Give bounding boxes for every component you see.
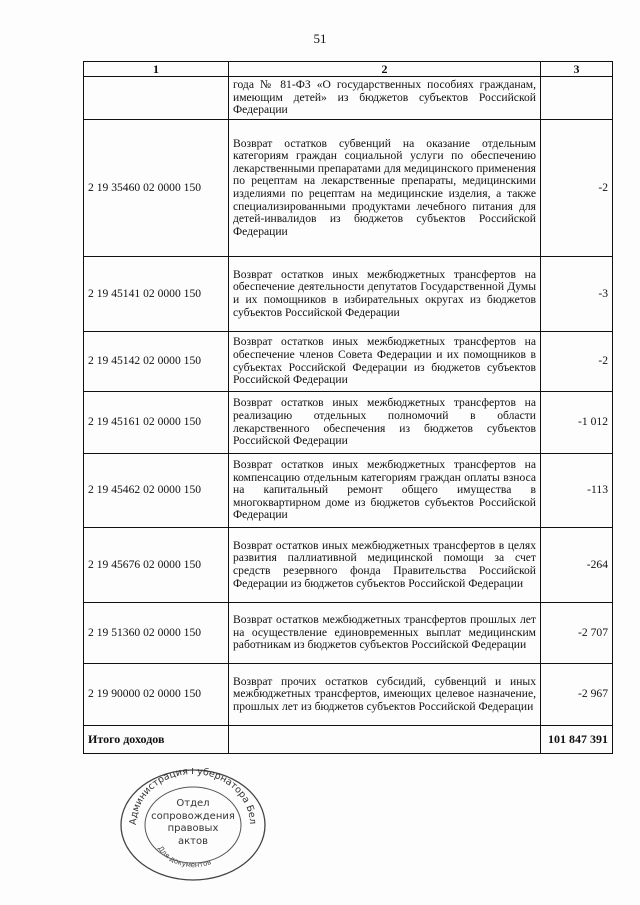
amount-cell: -1 012 <box>541 392 613 454</box>
page-number: 51 <box>313 31 327 46</box>
total-empty-cell <box>229 726 541 754</box>
table-row <box>84 528 613 603</box>
amount-cell: -264 <box>541 528 613 603</box>
amount-cell: -2 967 <box>541 664 613 726</box>
budget-code-cell: 2 19 45142 02 0000 150 <box>84 332 229 392</box>
budget-code-cell: 2 19 45161 02 0000 150 <box>84 392 229 454</box>
table-row <box>84 332 613 392</box>
column-header: 3 <box>541 62 613 77</box>
stamp-line: сопровождения <box>151 810 235 822</box>
budget-code-cell <box>84 77 229 120</box>
description-cell: Возврат прочих остатков субсидий, субвенций и иных межбюджетных трансфертов, имеющих целевое назначение, прошлых лет из бюджетов субъектов Российской Федерации <box>229 664 541 726</box>
table-header-row <box>84 62 613 77</box>
table-row <box>84 603 613 664</box>
column-header: 1 <box>84 62 229 77</box>
table-row <box>84 77 613 120</box>
official-stamp <box>118 768 268 883</box>
stamp-ring-text: Администрация Губернатора Бел <box>127 768 259 826</box>
total-row <box>84 726 613 754</box>
description-cell: Возврат остатков иных межбюджетных трансфертов на обеспечение деятельности депутатов Государственной Думы и их помощников в избирательных округах из бюджетов субъектов Российской Федерации <box>229 257 541 332</box>
budget-code-cell: 2 19 45141 02 0000 150 <box>84 257 229 332</box>
amount-cell <box>541 77 613 120</box>
description-cell: Возврат остатков иных межбюджетных трансфертов на обеспечение членов Совета Федерации и их помощников в субъектах Российской Федерации из бюджетов субъектов Российской Федерации <box>229 332 541 392</box>
column-header: 2 <box>229 62 541 77</box>
amount-cell: -2 <box>541 332 613 392</box>
table-row <box>84 454 613 528</box>
description-cell: Возврат остатков субвенций на оказание отдельным категориям граждан социальной услуги по обеспечению лекарственными препаратами для медицинского применения по рецептам на лекарственные препараты, медицинскими изделиями по рецептам на медицинские изделия, а также специализированными продуктами лечебного питания для детей-инвалидов из бюджетов субъектов Российской Федерации <box>229 120 541 257</box>
description-cell: Возврат остатков иных межбюджетных трансфертов на реализацию отдельных полномочий в области лекарственного обеспечения из бюджетов субъектов Российской Федерации <box>229 392 541 454</box>
table-row <box>84 257 613 332</box>
table-row <box>84 392 613 454</box>
description-cell: Возврат остатков межбюджетных трансфертов прошлых лет на осуществление единовременных выплат медицинским работникам из бюджетов субъектов Российской Федерации <box>229 603 541 664</box>
stamp-line: Отдел <box>176 798 210 809</box>
amount-cell: -2 <box>541 120 613 257</box>
amount-cell: -3 <box>541 257 613 332</box>
budget-code-cell: 2 19 51360 02 0000 150 <box>84 603 229 664</box>
budget-code-cell: 2 19 45462 02 0000 150 <box>84 454 229 528</box>
table-row <box>84 120 613 257</box>
amount-cell: -2 707 <box>541 603 613 664</box>
description-cell: Возврат остатков иных межбюджетных трансфертов на компенсацию отдельным категориям граждан оплаты взноса на капитальный ремонт общего имущества в многоквартирном доме из бюджетов субъектов Российской Федерации <box>229 454 541 528</box>
budget-code-cell: 2 19 35460 02 0000 150 <box>84 120 229 257</box>
total-amount: 101 847 391 <box>541 726 613 754</box>
budget-revenue-table <box>83 61 613 754</box>
stamp-line: актов <box>177 835 208 847</box>
amount-cell: -113 <box>541 454 613 528</box>
table-row <box>84 664 613 726</box>
description-cell: Возврат остатков иных межбюджетных трансфертов в целях развития паллиативной медицинской помощи за счет средств резервного фонда Правительства Российской Федерации из бюджетов субъектов Российской Федерации <box>229 528 541 603</box>
budget-code-cell: 2 19 45676 02 0000 150 <box>84 528 229 603</box>
stamp-inner-text: Для документов <box>156 844 213 870</box>
description-cell: года № 81-ФЗ «О государственных пособиях гражданам, имеющим детей» из бюджетов субъектов Российской Федерации <box>229 77 541 120</box>
stamp-line: правовых <box>167 823 219 834</box>
budget-code-cell: 2 19 90000 02 0000 150 <box>84 664 229 726</box>
total-label: Итого доходов <box>84 726 229 754</box>
stamp-department-label <box>118 798 268 848</box>
